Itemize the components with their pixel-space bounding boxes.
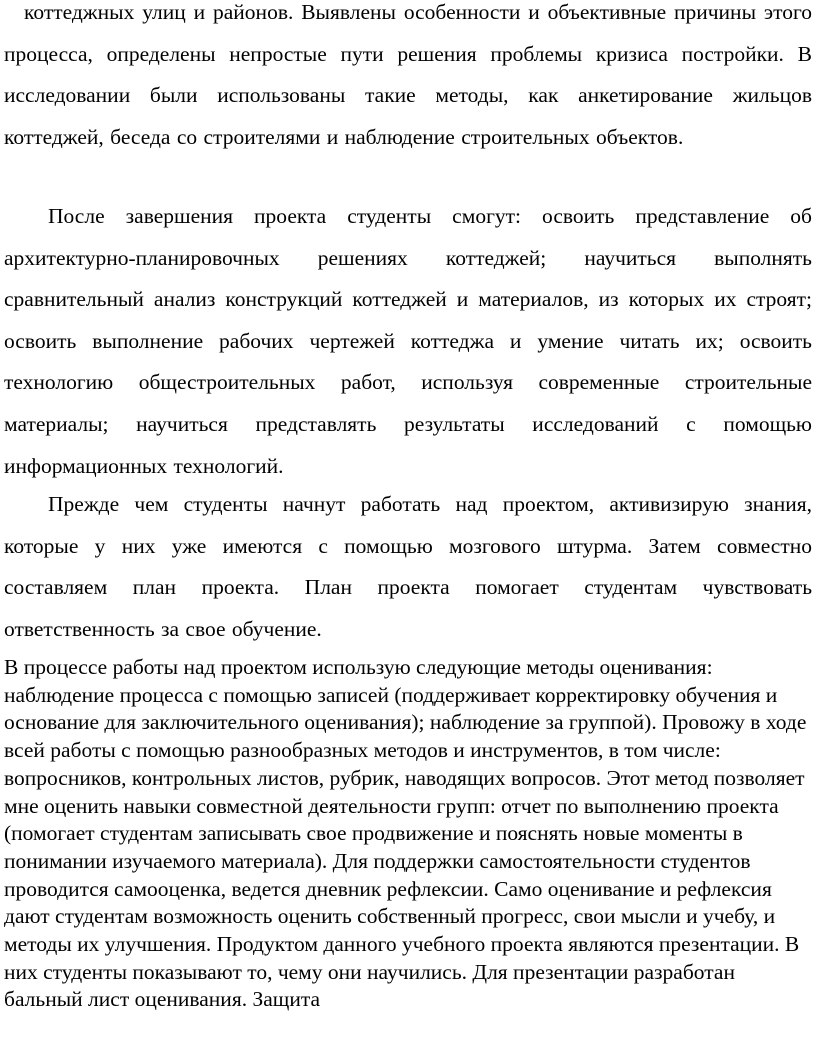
paragraph-assessment-methods: В процессе работы над проектом использую следующие методы оценивания: наблюдение процесса с помощью записей (поддерживает корректировку обучения и основание для заключительного оценивания); наблюдение за группой). Провожу в ходе всей работы с помощью разнообразных методов и инструментов, в том числе: вопросников, контрольных листов, рубрик, наводящих вопросов. Этот метод позволяет мне оценить навыки совместной деятельности групп: отчет по выполнению проекта (помогает студентам записывать свое продвижение и пояснять новые моменты в понимании изучаемого материала). Для поддержки самостоятельности студентов проводится самооценка, ведется дневник рефлексии. Само оценивание и рефлексия дают студентам возможность оценить собственный прогресс, свои мысли и учебу, и методы их улучшения. Продуктом данного учебного проекта являются презентации. В них студенты показывают то, чему они научились. Для презентации разработан бальный лист оценивания. Защита: [4, 655, 807, 1012]
paragraph-research-methods: коттеджных улиц и районов. Выявлены особенности и объективные причины этого процесса, определены непростые пути решения проблемы кризиса постройки. В исследовании были использованы такие методы, как анкетирование жильцов коттеджей, беседа со строителями и наблюдение строительных объектов.: [4, 0, 812, 149]
paragraph-project-planning: Прежде чем студенты начнут работать над проектом, активизирую знания, которые у них уже имеются с помощью мозгового штурма. Затем совместно составляем план проекта. План проекта помогает студентам чувствовать ответственность за свое обучение.: [4, 492, 812, 641]
paragraph-project-outcomes: После завершения проекта студенты смогут: освоить представление об архитектурно-планировочных решениях коттеджей; научиться выполнять сравнительный анализ конструкций коттеджей и материалов, из которых их строят; освоить выполнение рабочих чертежей коттеджа и умение читать их; освоить технологию общестроительных работ, используя современные строительные материалы; научиться представлять результаты исследований с помощью информационных технологий.: [4, 204, 812, 478]
